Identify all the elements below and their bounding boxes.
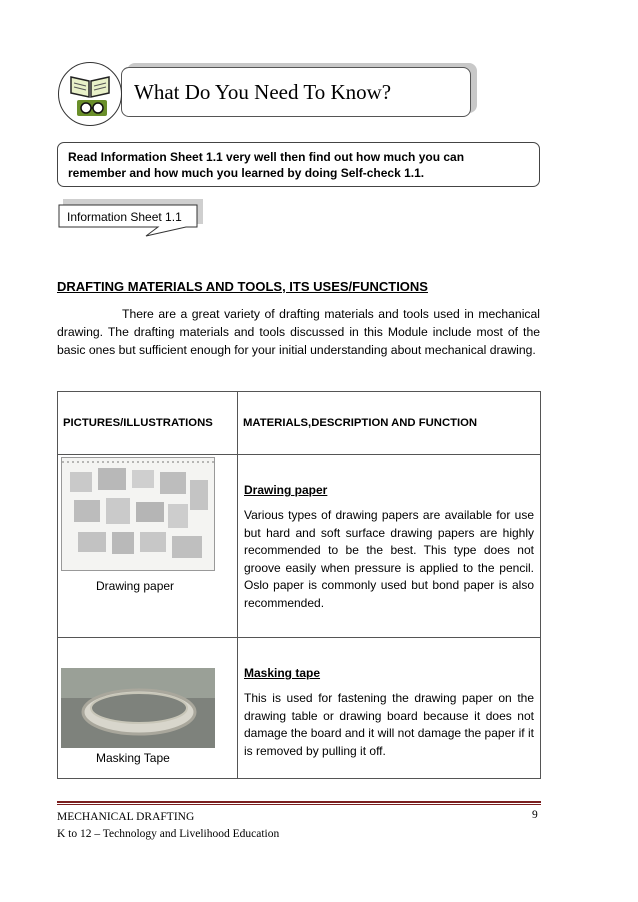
information-sheet-tab xyxy=(58,204,200,243)
picture-cell xyxy=(58,638,238,779)
material-title: Masking tape xyxy=(244,666,321,680)
table-row xyxy=(58,638,541,779)
section-title: DRAFTING MATERIALS AND TOOLS, ITS USES/FUNCTIONS xyxy=(57,279,428,294)
materials-table xyxy=(57,391,541,779)
intro-paragraph xyxy=(57,305,540,359)
material-title: Drawing paper xyxy=(244,483,328,497)
reading-icon xyxy=(58,62,122,126)
instruction-box xyxy=(57,142,540,187)
material-description: Various types of drawing papers are available for use but hard and soft surface drawing papers are highly recommended to be the best. This type does not groove easily when pressure is applied to the pencil. Oslo paper is commonly used but bond paper is also recommended. xyxy=(244,508,534,610)
drawing-paper-image xyxy=(61,457,215,571)
footer-rule xyxy=(57,801,541,803)
table-header-row xyxy=(58,392,541,455)
page-number: 9 xyxy=(532,809,538,821)
intro-text: There are a great variety of drafting materials and tools used in mechanical drawing. The drafting materials and tools discussed in this Module include most of the basic ones but sufficient enough for your initial understanding about mechanical drawing. xyxy=(57,307,540,357)
footer-course: MECHANICAL DRAFTING xyxy=(57,811,195,823)
footer-rule-thin xyxy=(57,804,541,805)
picture-caption: Masking Tape xyxy=(96,751,170,765)
information-sheet-label: Information Sheet 1.1 xyxy=(67,210,182,224)
instruction-line-2: remember and how much you learned by doing Self-check 1.1. xyxy=(68,166,425,180)
header-pictures: PICTURES/ILLUSTRATIONS xyxy=(58,392,238,455)
description-cell xyxy=(238,638,541,779)
picture-caption: Drawing paper xyxy=(96,579,175,593)
material-description: This is used for fastening the drawing paper on the drawing table or drawing board because it does not damage the board and it will not damage the paper if it is removed by pulling it off. xyxy=(244,691,534,758)
table-row xyxy=(58,455,541,638)
picture-cell xyxy=(58,455,238,638)
description-cell xyxy=(238,455,541,638)
masking-tape-image xyxy=(61,668,215,748)
page-title: What Do You Need To Know? xyxy=(134,80,392,104)
footer-program: K to 12 – Technology and Livelihood Education xyxy=(57,828,280,840)
instruction-line-1: Read Information Sheet 1.1 very well then find out how much you can xyxy=(68,150,465,164)
footer-text xyxy=(57,809,279,843)
header-banner xyxy=(121,67,471,117)
header-materials: MATERIALS,DESCRIPTION AND FUNCTION xyxy=(238,392,541,455)
